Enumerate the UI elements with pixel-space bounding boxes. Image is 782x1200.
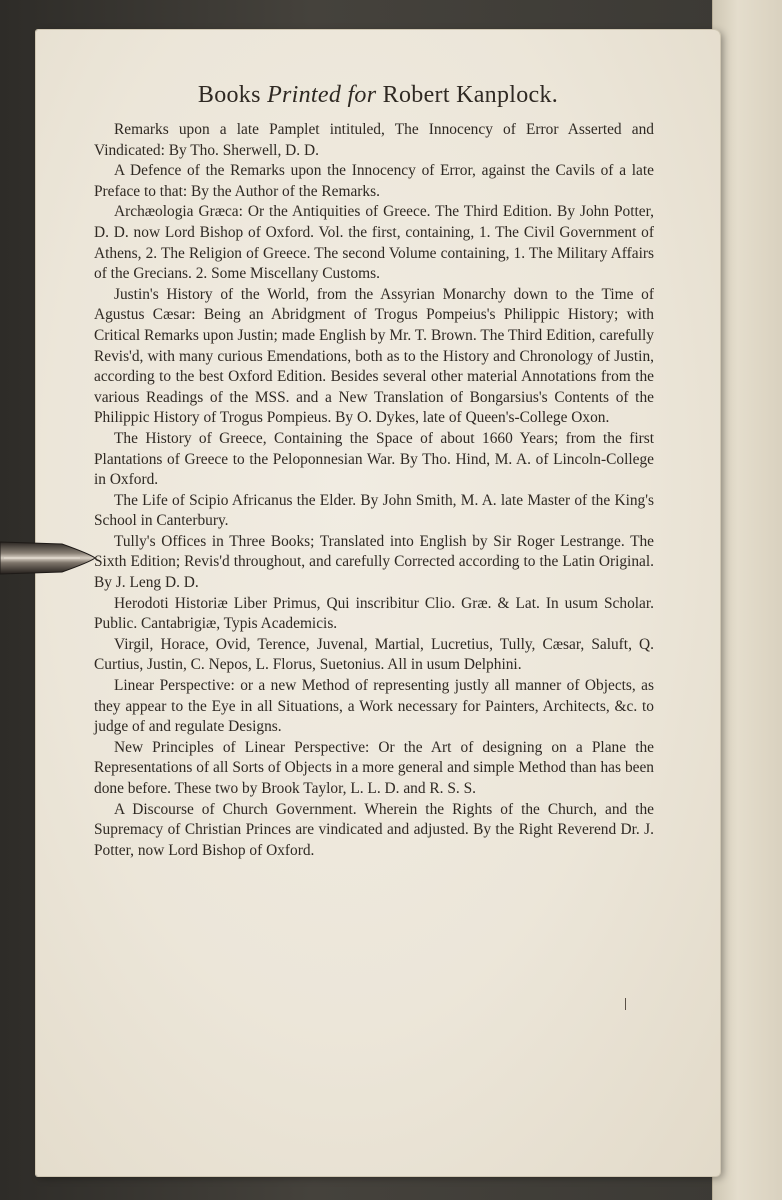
book-entry: A Discourse of Church Government. Wherein the Rights of the Church, and the Supremacy of Christian Princes are vindicated and adjusted. By the Right Reverend Dr. J. Potter, now Lord Bishop of Oxford. xyxy=(94,800,654,859)
running-head-italic: Printed for xyxy=(267,82,377,108)
metal-bookmark-clip xyxy=(0,538,96,578)
book-entry: Virgil, Horace, Ovid, Terence, Juvenal, Martial, Lucretius, Tully, Cæsar, Saluft, Q. Curtius, Justin, C. Nepos, L. Florus, Suetonius. All in usum Delphini. xyxy=(94,635,654,674)
book-entry: Linear Perspective: or a new Method of representing justly all manner of Objects, as they appear to the Eye in all Situations, a Work necessary for Painters, Architects, &c. to judge of and regulate Designs. xyxy=(94,677,654,736)
book-entry: Archæologia Græca: Or the Antiquities of Greece. The Third Edition. By John Potter, D. D. now Lord Bishop of Oxford. Vol. the first, containing, 1. The Civil Government of Athens, 2. The Religion of Greece. The second Volume containing, 1. The Military Affairs of the Grecians. 2. Some Miscellany Customs. xyxy=(94,203,654,283)
adjacent-page-edge xyxy=(712,0,782,1200)
running-head-publisher: Robert Kanplock. xyxy=(382,82,559,108)
book-entry: A Defence of the Remarks upon the Innocency of Error, against the Cavils of a late Preface to that: By the Author of the Remarks. xyxy=(94,162,654,200)
book-entry: The Life of Scipio Africanus the Elder. By John Smith, M. A. late Master of the King's School in Canterbury. xyxy=(94,491,654,530)
book-entry: The History of Greece, Containing the Space of about 1660 Years; from the first Plantations of Greece to the Peloponnesian War. By Tho. Hind, M. A. of Lincoln-College in Oxford. xyxy=(94,429,654,489)
book-page xyxy=(36,30,720,1176)
ink-mark xyxy=(625,998,626,1010)
book-entry: Justin's History of the World, from the Assyrian Monarchy down to the Time of Agustus Cæsar: Being an Abridgment of Trogus Pompeius's Philippic History; with Critical Remarks upon Justin; made English by Mr. T. Brown. The Third Edition, carefully Revis'd, with many curious Emendations, both as to the History and Chronology of Justin, according to the best Oxford Edition. Besides several other material Annotations from the various Readings of the MSS. and a New Translation of Bongarsius's Contents of the Philippic History of Trogus Pompieus. By O. Dykes, late of Queen's-College Oxon. xyxy=(94,285,654,427)
book-entry: Tully's Offices in Three Books; Translated into English by Sir Roger Lestrange. The Sixth Edition; Revis'd throughout, and carefully Corrected according to the Latin Original. By J. Leng D. D. xyxy=(94,532,654,592)
running-head-text: Books xyxy=(197,82,261,108)
running-head xyxy=(36,82,720,109)
book-entry: Herodoti Historiæ Liber Primus, Qui inscribitur Clio. Græ. & Lat. In usum Scholar. Public. Cantabrigiæ, Typis Academicis. xyxy=(94,594,654,633)
book-entry: Remarks upon a late Pamplet intituled, The Innocency of Error Asserted and Vindicated: By Tho. Sherwell, D. D. xyxy=(94,121,654,159)
book-entry: New Principles of Linear Perspective: Or the Art of designing on a Plane the Representations of all Sorts of Objects in a more general and simple Method than has been done before. These two by Brook Taylor, L. L. D. and R. S. S. xyxy=(94,738,654,797)
book-list xyxy=(94,120,654,861)
